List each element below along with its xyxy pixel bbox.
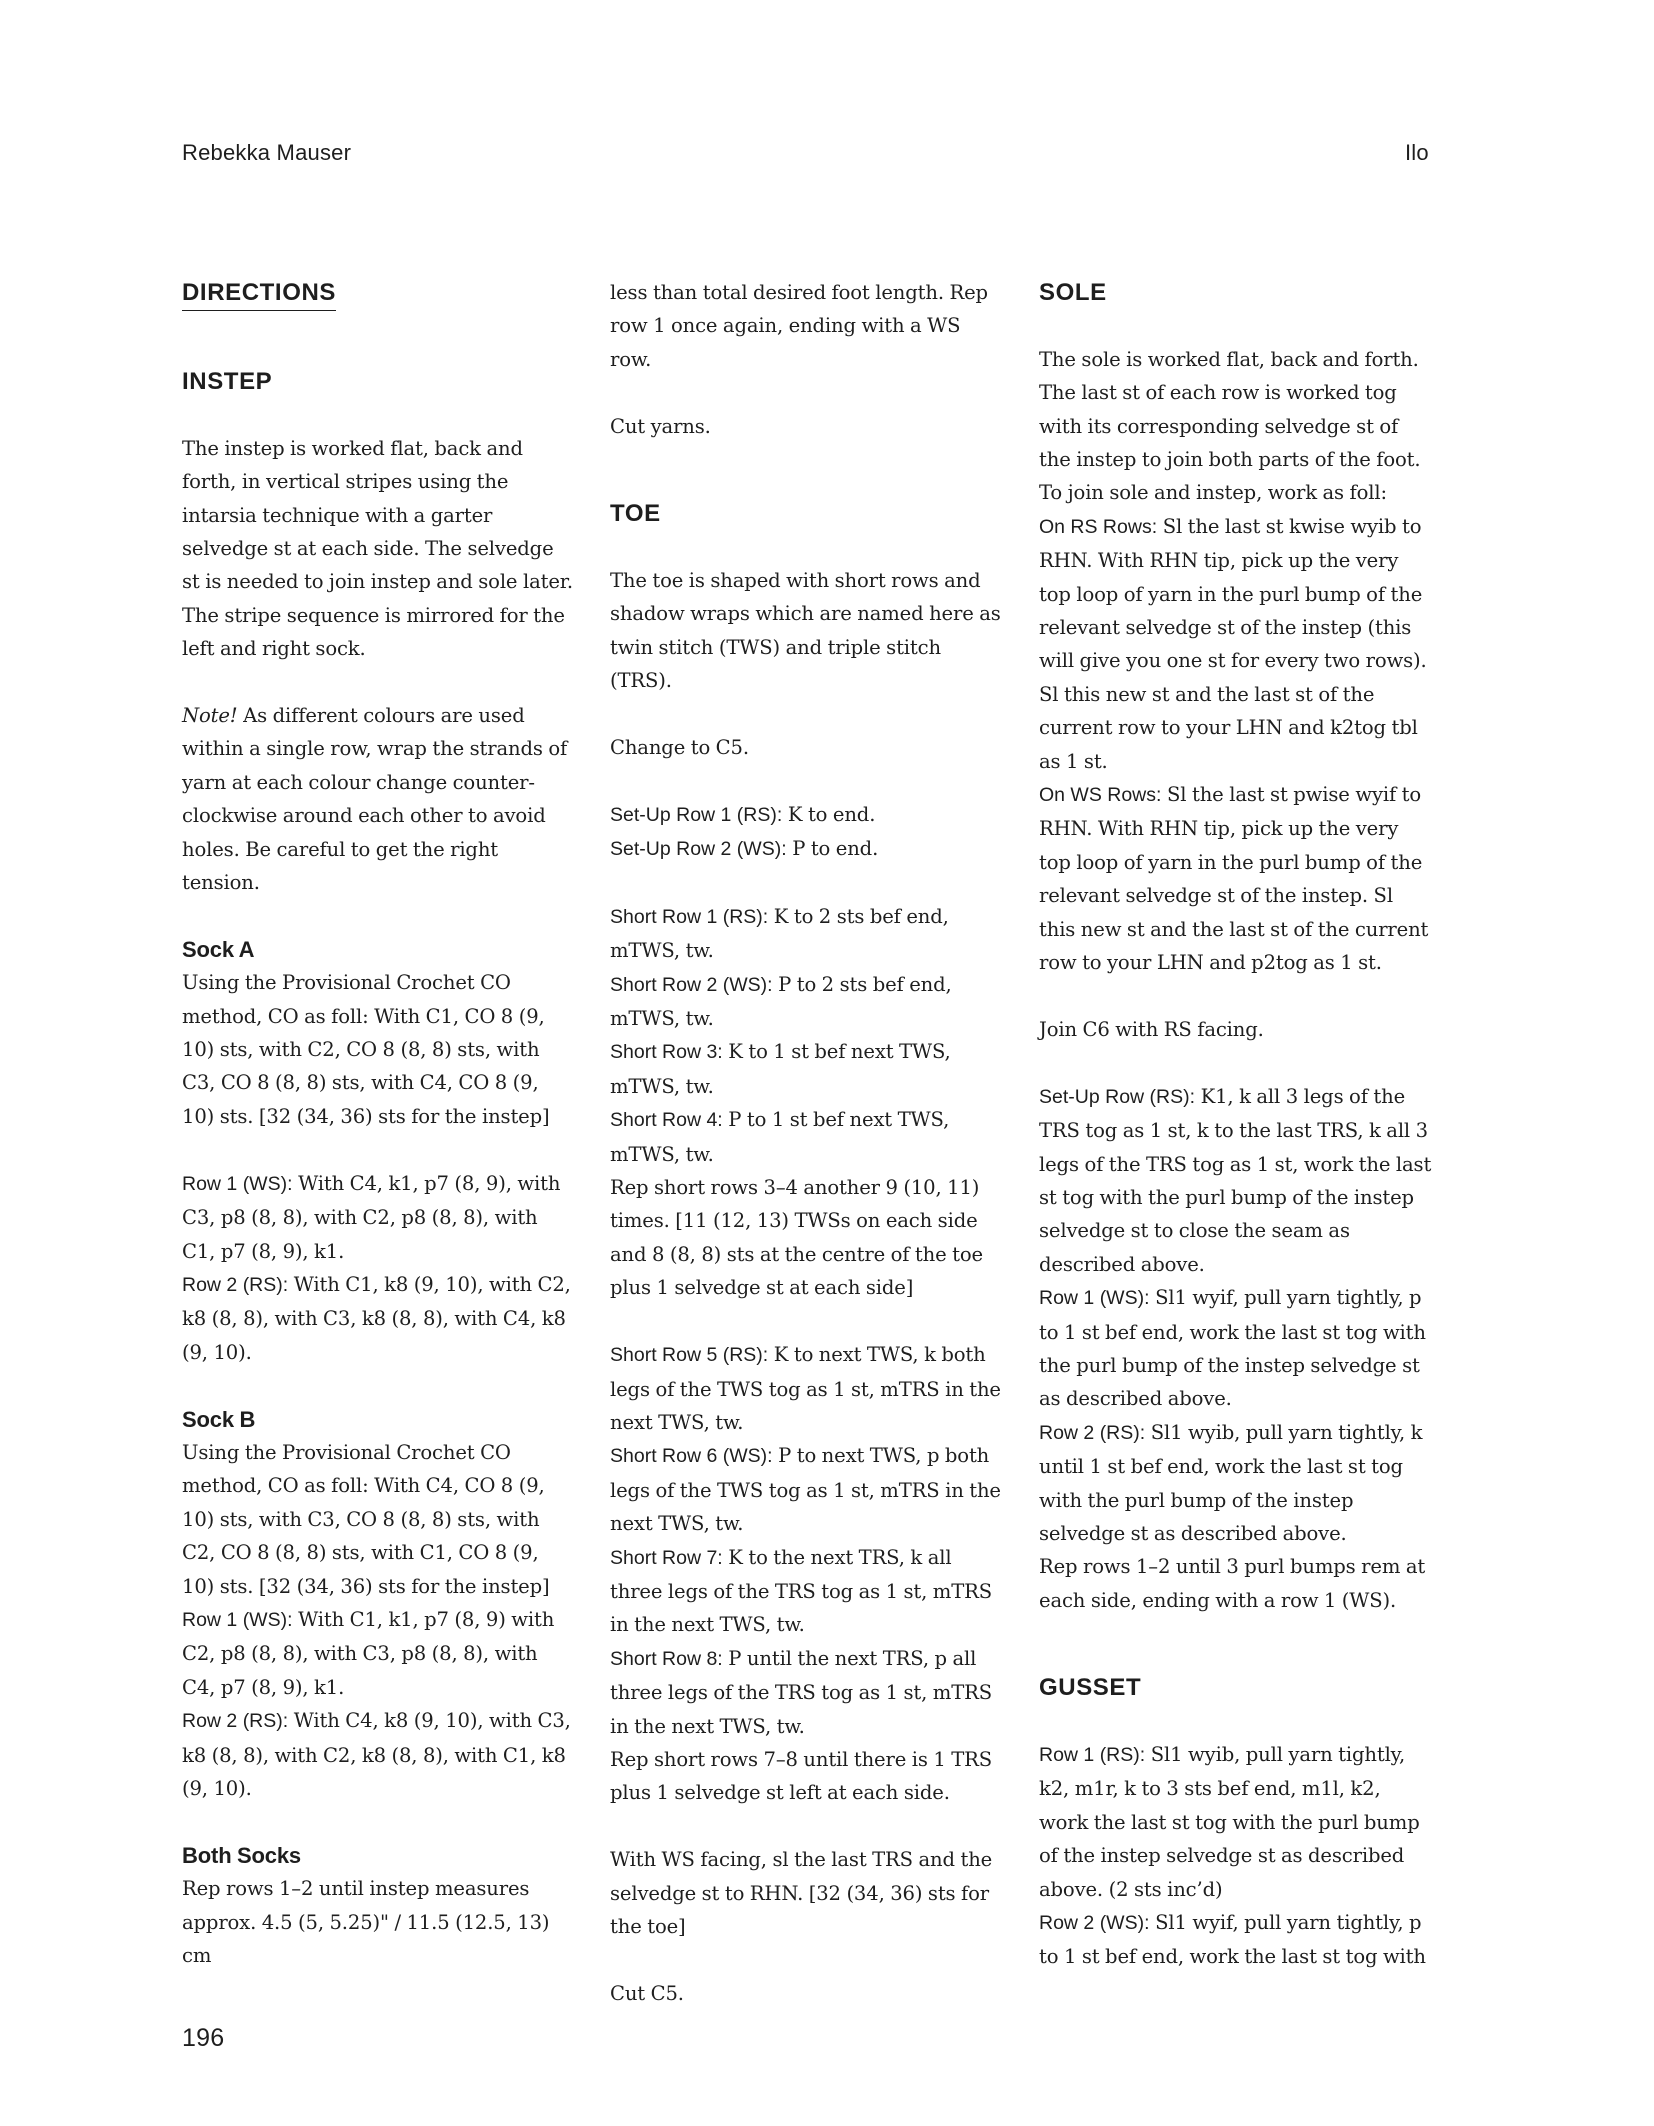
- row-text: Sl the last st kwise wyib to RHN. With RHN tip, pick up the very top loop of yarn in the purl bump of the relevant selvedge st of the instep (this will give you one st for every two rows). Sl this new st and the last st of the current row to your LHN and k2tog tbl as 1 st.: [1039, 514, 1427, 773]
- column-1: [182, 276, 576, 1972]
- row-text: With C4, k8 (9, 10), with C3, k8 (8, 8), with C2, k8 (8, 8), with C1, k8 (9, 10).: [182, 1709, 571, 1800]
- note-text: As different colours are used within a single row, wrap the strands of yarn at each colour change counter-clockwise around each other to avoid holes. Be careful to get the right tension.: [182, 704, 568, 895]
- directions-heading-text: DIRECTIONS: [182, 278, 336, 311]
- join-c6: Join C6 with RS facing.: [1039, 1017, 1264, 1041]
- page-number: 196: [182, 2024, 225, 2052]
- instep-continued-text: less than total desired foot length. Rep row 1 once again, ending with a WS row.: [610, 281, 988, 371]
- gusset-heading: GUSSET: [1039, 1674, 1142, 1702]
- row-text: K to end.: [782, 802, 876, 826]
- row-label: Set-Up Row (RS):: [1039, 1085, 1196, 1108]
- row-label: Short Row 4:: [610, 1109, 723, 1132]
- row-text: K to next TWS, k both legs of the TWS tog as 1 st, mTRS in the next TWS, tw.: [610, 1343, 1001, 1434]
- directions-heading: [182, 276, 576, 311]
- cut-c5: Cut C5.: [610, 1981, 684, 2005]
- gusset-row-2: [1039, 1906, 1433, 1974]
- row-label: Short Row 2 (WS):: [610, 973, 773, 996]
- both-socks-text: Rep rows 1–2 until instep measures approx. 4.5 (5, 5.25)" / 11.5 (12.5, 13) cm: [182, 1877, 550, 1967]
- note-paragraph: [182, 699, 576, 899]
- sock-a-cast-on: Using the Provisional Crochet CO method, CO as foll: With C1, CO 8 (9, 10) sts, with C2, CO 8 (8, 8) sts, with C3, CO 8 (8, 8) sts, with C4, CO 8 (9, 10) sts. [32 (34, 36) sts for the instep]: [182, 971, 550, 1128]
- sock-b-row-1: [182, 1603, 576, 1704]
- row-text: K to the next TRS, k all three legs of the TRS tog as 1 st, mTRS in the next TWS, tw.: [610, 1545, 992, 1637]
- row-label: Row 2 (WS):: [1039, 1912, 1150, 1935]
- column-2: [610, 276, 1005, 2010]
- set-up-row-1: [610, 798, 1005, 832]
- row-label: Set-Up Row 2 (WS):: [610, 838, 787, 861]
- row-text: P to end.: [786, 837, 879, 861]
- instep-heading: INSTEP: [182, 368, 273, 395]
- row-text: K to 1 st bef next TWS, mTWS, tw.: [610, 1040, 951, 1098]
- row-text: K1, k all 3 legs of the TRS tog as 1 st, k to the last TRS, k all 3 legs of the TRS tog as 1 st, work the last st tog with the purl bump of the instep selvedge st to close the seam as described above.: [1039, 1084, 1432, 1276]
- short-row-3: [610, 1035, 1005, 1103]
- row-label: Short Row 5 (RS):: [610, 1344, 769, 1367]
- running-header-author: Rebekka Mauser: [182, 140, 352, 165]
- row-label: Row 1 (WS):: [1039, 1287, 1150, 1310]
- sock-b-heading: Sock B: [182, 1406, 256, 1432]
- toe-intro: The toe is shaped with short rows and shadow wraps which are named here as twin stitch (TWS) and triple stitch (TRS).: [610, 568, 1001, 693]
- row-text: With C4, k1, p7 (8, 9), with C3, p8 (8, 8), with C2, p8 (8, 8), with C1, p7 (8, 9), k1.: [182, 1171, 561, 1263]
- row-label: Row 1 (WS):: [182, 1608, 293, 1631]
- sock-b-cast-on: Using the Provisional Crochet CO method, CO as foll: With C4, CO 8 (9, 10) sts, with C3, CO 8 (8, 8) sts, with C2, CO 8 (8, 8) sts, with C1, CO 8 (9, 10) sts. [32 (34, 36) sts for the instep]: [182, 1440, 550, 1598]
- row-label: Short Row 8:: [610, 1647, 723, 1670]
- row-label: Row 1 (WS):: [182, 1172, 293, 1195]
- set-up-row-2: [610, 832, 1005, 866]
- sole-set-up-row: [1039, 1080, 1433, 1281]
- row-label: Short Row 3:: [610, 1041, 723, 1064]
- row-text: Sl1 wyib, pull yarn tightly, k2, m1r, k to 3 sts bef end, m1l, k2, work the last st tog with the purl bump of the instep selvedge st as described above. (2 sts inc’d): [1039, 1743, 1420, 1901]
- repeat-short-rows-7-8: Rep short rows 7–8 until there is 1 TRS plus 1 selvedge st left at each side.: [610, 1747, 993, 1805]
- row-label: On RS Rows:: [1039, 515, 1158, 538]
- row-label: Short Row 6 (WS):: [610, 1445, 773, 1468]
- row-label: On WS Rows:: [1039, 784, 1162, 807]
- gusset-row-1: [1039, 1738, 1433, 1906]
- row-text: Sl1 wyib, pull yarn tightly, k until 1 st bef end, work the last st tog with the purl bump of the instep selvedge st as described above.: [1039, 1420, 1423, 1545]
- sock-a-row-2: [182, 1268, 576, 1369]
- row-text: Sl1 wyif, pull yarn tightly, p to 1 st bef end, work the last st tog with: [1039, 1911, 1426, 1969]
- change-to-c5: Change to C5.: [610, 735, 749, 759]
- note-word: Note!: [182, 704, 238, 728]
- row-text: P to 1 st bef next TWS, mTWS, tw.: [610, 1108, 950, 1166]
- sole-repeat-rows: Rep rows 1–2 until 3 purl bumps rem at each side, ending with a row 1 (WS).: [1039, 1555, 1426, 1612]
- short-row-7: [610, 1541, 1005, 1642]
- sock-b-row-2: [182, 1704, 576, 1805]
- toe-heading: TOE: [610, 500, 661, 528]
- row-label: Short Row 7:: [610, 1546, 723, 1569]
- short-row-4: [610, 1103, 1005, 1171]
- instep-intro: The instep is worked flat, back and forth, in vertical stripes using the intarsia technique with a garter selvedge st at each side. The selvedge st is needed to join instep and sole later. The stripe sequence is mirrored for the left and right sock.: [182, 436, 573, 661]
- row-label: Row 2 (RS):: [182, 1273, 289, 1296]
- row-label: Row 2 (RS):: [1039, 1421, 1146, 1444]
- row-label: Row 1 (RS):: [1039, 1744, 1146, 1766]
- sole-intro: The sole is worked flat, back and forth. The last st of each row is worked tog with its corresponding selvedge st of the instep to join both parts of the foot. To join sole and instep, work as foll:: [1039, 347, 1421, 505]
- row-label: Row 2 (RS):: [182, 1710, 289, 1733]
- column-3: [1039, 276, 1433, 1974]
- row-text: P until the next TRS, p all three legs of the TRS tog as 1 st, mTRS in the next TWS, tw.: [610, 1646, 992, 1738]
- short-row-6: [610, 1439, 1005, 1540]
- row-text: P to next TWS, p both legs of the TWS tog as 1 st, mTRS in the next TWS, tw.: [610, 1444, 1001, 1536]
- row-text: With C1, k8 (9, 10), with C2, k8 (8, 8), with C3, k8 (8, 8), with C4, k8 (9, 10).: [182, 1272, 571, 1364]
- sock-a-row-1: [182, 1167, 576, 1268]
- sole-row-1: [1039, 1281, 1433, 1416]
- row-text: Sl1 wyif, pull yarn tightly, p to 1 st bef end, work the last st tog with the purl bump of the instep selvedge st as described above.: [1039, 1286, 1426, 1411]
- row-label: Set-Up Row 1 (RS):: [610, 803, 783, 826]
- running-header-pattern-name: Ilo: [1405, 140, 1429, 165]
- row-text: With C1, k1, p7 (8, 9) with C2, p8 (8, 8), with C3, p8 (8, 8), with C4, p7 (8, 9), k1.: [182, 1607, 555, 1699]
- row-text: P to 2 sts bef end, mTWS, tw.: [610, 972, 952, 1031]
- short-row-5: [610, 1338, 1005, 1439]
- sock-a-heading: Sock A: [182, 936, 255, 962]
- row-text: K to 2 sts bef end, mTWS, tw.: [610, 904, 949, 963]
- cut-yarns: Cut yarns.: [610, 414, 711, 438]
- on-rs-rows: [1039, 510, 1433, 778]
- short-row-2: [610, 968, 1005, 1036]
- sole-row-2: [1039, 1416, 1433, 1551]
- repeat-short-rows-3-4: Rep short rows 3–4 another 9 (10, 11) times. [11 (12, 13) TWSs on each side and 8 (8, 8) sts at the centre of the toe plus 1 selvedge st at each side]: [610, 1176, 983, 1300]
- sole-heading: SOLE: [1039, 279, 1107, 306]
- both-socks-heading: Both Socks: [182, 1842, 302, 1868]
- short-row-1: [610, 900, 1005, 968]
- short-row-8: [610, 1642, 1005, 1743]
- on-ws-rows: [1039, 778, 1433, 979]
- row-text: Sl the last st pwise wyif to RHN. With RHN tip, pick up the very top loop of yarn in the purl bump of the relevant selvedge st of the instep. Sl this new st and the last st of the current row to your LHN and p2tog as 1 st.: [1039, 783, 1429, 975]
- ws-facing-instruction: With WS facing, sl the last TRS and the selvedge st to RHN. [32 (34, 36) sts for the toe]: [610, 1848, 993, 1938]
- row-label: Short Row 1 (RS):: [610, 905, 769, 928]
